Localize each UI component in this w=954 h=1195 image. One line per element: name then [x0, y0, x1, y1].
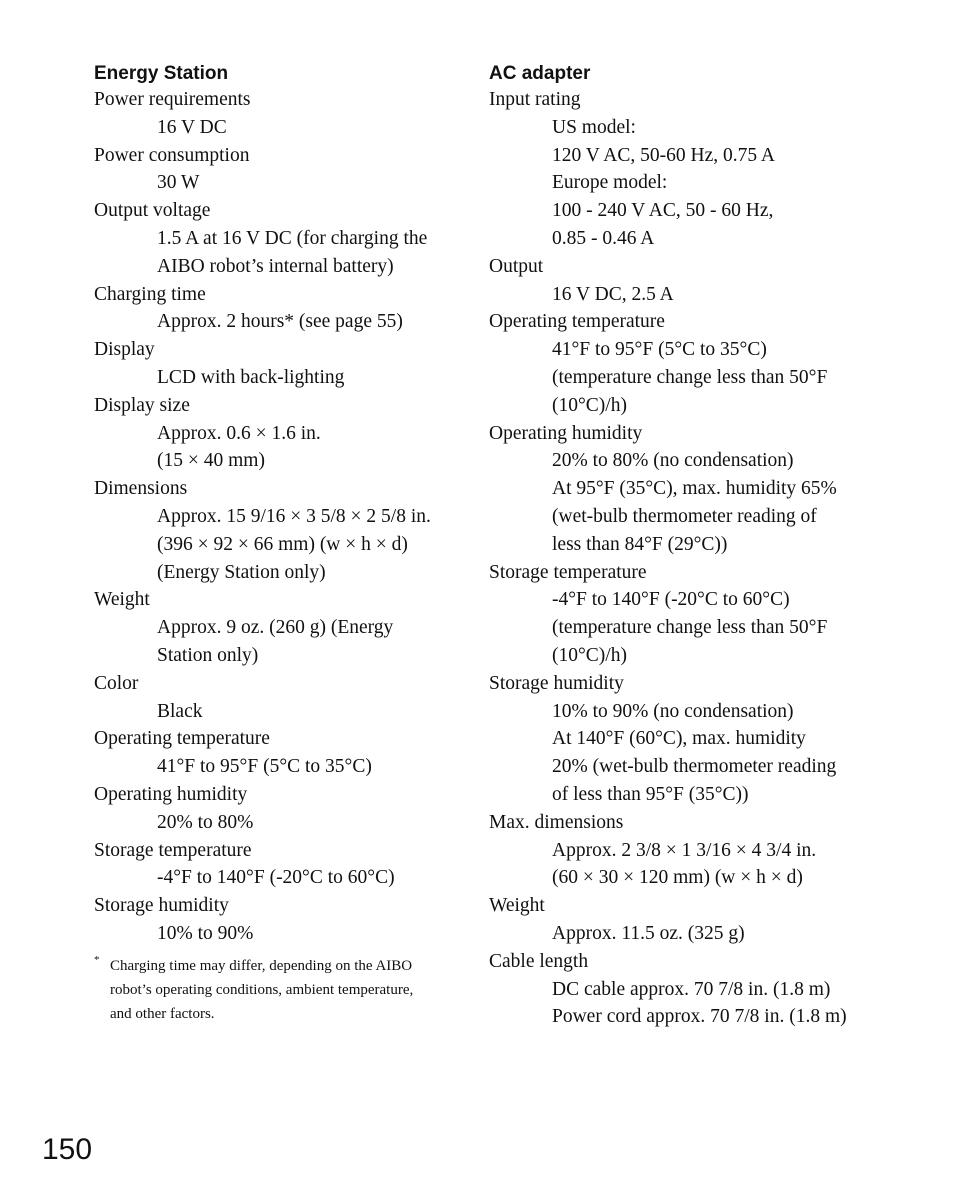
spec-label: Input rating: [489, 89, 581, 110]
spec-value: (temperature change less than 50°F: [552, 617, 828, 639]
spec-value: (10°C)/h): [552, 394, 627, 416]
spec-label: Power requirements: [94, 89, 251, 110]
spec-value: of less than 95°F (35°C)): [552, 783, 749, 805]
spec-value: 10% to 90% (no condensation): [552, 700, 794, 722]
page-number: 150: [42, 1133, 93, 1166]
spec-value: (15 × 40 mm): [157, 450, 265, 472]
spec-value: (60 × 30 × 120 mm) (w × h × d): [552, 867, 803, 889]
spec-label: Storage temperature: [489, 561, 647, 583]
spec-label: Dimensions: [94, 478, 188, 500]
spec-value: Station only): [157, 644, 259, 666]
spec-label: Storage humidity: [489, 672, 624, 694]
spec-label: Weight: [94, 589, 150, 611]
section-heading: Energy Station: [94, 63, 229, 84]
spec-value: Approx. 9 oz. (260 g) (Energy: [157, 617, 394, 639]
spec-value: Approx. 15 9/16 × 3 5/8 × 2 5/8 in.: [157, 505, 431, 527]
spec-value: 100 - 240 V AC, 50 - 60 Hz,: [552, 200, 774, 222]
spec-value: (temperature change less than 50°F: [552, 366, 828, 388]
spec-value: (10°C)/h): [552, 644, 627, 666]
spec-label: Power consumption: [94, 144, 250, 166]
spec-label: Storage humidity: [94, 895, 229, 917]
spec-value: -4°F to 140°F (-20°C to 60°C): [552, 589, 790, 611]
footnote-line: robot’s operating conditions, ambient temperature,: [110, 981, 414, 998]
spec-value: (Energy Station only): [157, 561, 326, 583]
spec-label: Operating temperature: [94, 728, 270, 750]
spec-value: 30 W: [157, 172, 200, 194]
spec-list: [489, 86, 869, 1031]
spec-label: Output voltage: [94, 200, 211, 222]
spec-value: LCD with back-lighting: [157, 366, 345, 388]
spec-value: 41°F to 95°F (5°C to 35°C): [157, 756, 372, 778]
spec-label: Charging time: [94, 283, 206, 305]
spec-value: 16 V DC: [157, 116, 227, 138]
spec-label: Output: [489, 255, 544, 277]
spec-value: 20% to 80%: [157, 811, 254, 833]
spec-value: (396 × 92 × 66 mm) (w × h × d): [157, 533, 408, 555]
spec-label: Operating humidity: [94, 783, 248, 805]
spec-label: Storage temperature: [94, 839, 252, 861]
spec-label: Max. dimensions: [489, 811, 624, 833]
spec-label: Display: [94, 339, 155, 361]
spec-list: [94, 86, 464, 948]
spec-value: Black: [157, 700, 203, 722]
spec-value: 20% (wet-bulb thermometer reading: [552, 756, 837, 778]
spec-value: (wet-bulb thermometer reading of: [552, 505, 817, 527]
spec-label: Weight: [489, 895, 545, 917]
spec-value: 41°F to 95°F (5°C to 35°C): [552, 339, 767, 361]
spec-value: AIBO robot’s internal battery): [157, 255, 394, 277]
spec-value: Europe model:: [552, 172, 668, 194]
energy-station-section: [94, 62, 464, 1026]
spec-value: 120 V AC, 50-60 Hz, 0.75 A: [552, 144, 776, 166]
spec-value: US model:: [552, 116, 636, 138]
spec-value: DC cable approx. 70 7/8 in. (1.8 m): [552, 978, 831, 1000]
spec-value: Approx. 0.6 × 1.6 in.: [157, 422, 321, 444]
footnote-line: Charging time may differ, depending on the AIBO: [110, 957, 413, 974]
spec-value: 1.5 A at 16 V DC (for charging the: [157, 227, 428, 249]
spec-label: Cable length: [489, 950, 589, 972]
spec-label: Operating temperature: [489, 311, 665, 333]
footnote: [94, 954, 464, 1026]
spec-value: 0.85 - 0.46 A: [552, 227, 655, 249]
spec-value: Power cord approx. 70 7/8 in. (1.8 m): [552, 1006, 847, 1028]
spec-value: At 95°F (35°C), max. humidity 65%: [552, 478, 837, 500]
spec-label: Color: [94, 672, 139, 694]
spec-value: -4°F to 140°F (-20°C to 60°C): [157, 867, 395, 889]
footnote-mark: *: [94, 953, 100, 966]
ac-adapter-section: [489, 62, 869, 1031]
spec-value: 16 V DC, 2.5 A: [552, 283, 674, 305]
spec-value: Approx. 2 hours* (see page 55): [157, 311, 403, 333]
spec-value: 20% to 80% (no condensation): [552, 450, 794, 472]
spec-value: Approx. 11.5 oz. (325 g): [552, 922, 745, 944]
spec-value: 10% to 90%: [157, 922, 254, 944]
spec-label: Display size: [94, 394, 190, 416]
section-heading: AC adapter: [489, 63, 591, 84]
spec-value: Approx. 2 3/8 × 1 3/16 × 4 3/4 in.: [552, 839, 817, 861]
spec-value: At 140°F (60°C), max. humidity: [552, 728, 806, 750]
footnote-line: and other factors.: [110, 1005, 215, 1022]
spec-label: Operating humidity: [489, 422, 643, 444]
spec-value: less than 84°F (29°C)): [552, 533, 728, 555]
